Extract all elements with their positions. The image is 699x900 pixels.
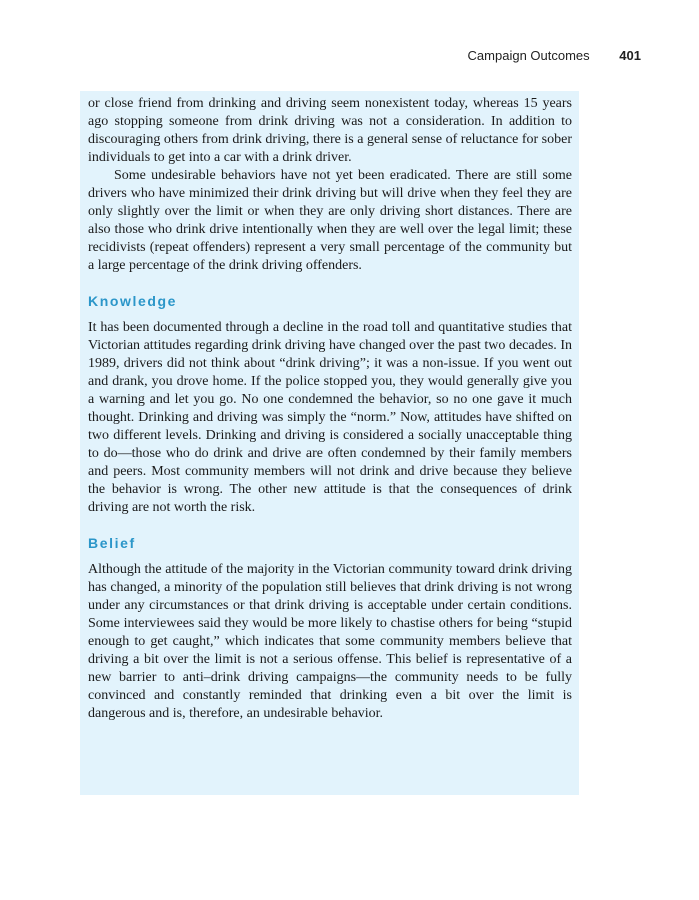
paragraph-undesirable-behaviors: Some undesirable behaviors have not yet been eradicated. There are still some drivers who have minimized their drink driving but will drive when they feel they are only slightly over the limit or when they are only driving short distances. There are also those who drink drive intentionally when they are well over the legal limit; these recidivists (repeat offenders) represent a very small percentage of the community but a large percentage of the drink driving offenders. — [88, 168, 572, 273]
paragraph-continued: or close friend from drinking and driving seem nonexistent today, whereas 15 years ago stopping someone from drink driving was not a consideration. In addition to discouraging others from drink driving, there is a general sense of reluctance for sober individuals to get into a car with a drink driver. — [88, 96, 572, 165]
section-heading-belief: Belief — [88, 535, 136, 551]
page-number: 401 — [619, 48, 641, 63]
section-heading-knowledge: Knowledge — [88, 293, 178, 309]
running-head-title: Campaign Outcomes — [467, 48, 590, 63]
paragraph-belief: Although the attitude of the majority in the Victorian community toward drink driving has changed, a minority of the population still believes that drink driving is not wrong under any circumstances or that drink driving is acceptable under certain conditions. Some interviewees said they would be more likely to chastise others for being “stupid enough to get caught,” which indicates that some community members believe that driving a bit over the limit is not a serious offense. This belief is representative of a new barrier to anti–drink driving campaigns—the community needs to be fully convinced and constantly reminded that drinking even a bit over the limit is dangerous and is, therefore, an undesirable behavior. — [88, 562, 572, 721]
content-box — [80, 91, 579, 795]
paragraph-knowledge: It has been documented through a decline in the road toll and quantitative studies that Victorian attitudes regarding drink driving have changed over the past two decades. In 1989, drivers did not think about “drink driving”; it was a non-issue. If you went out and drank, you drove home. If the police stopped you, they would generally give you a warning and let you go. No one condemned the behavior, so no one gave it much thought. Drinking and driving was simply the “norm.” Now, attitudes have shifted on two different levels. Drinking and driving is considered a socially unacceptable thing to do—those who do drink and drive are often condemned by their family members and peers. Most community members will not drink and drive because they believe the behavior is wrong. The other new attitude is that the consequences of drink driving are not worth the risk. — [88, 320, 572, 515]
running-head — [468, 48, 641, 63]
